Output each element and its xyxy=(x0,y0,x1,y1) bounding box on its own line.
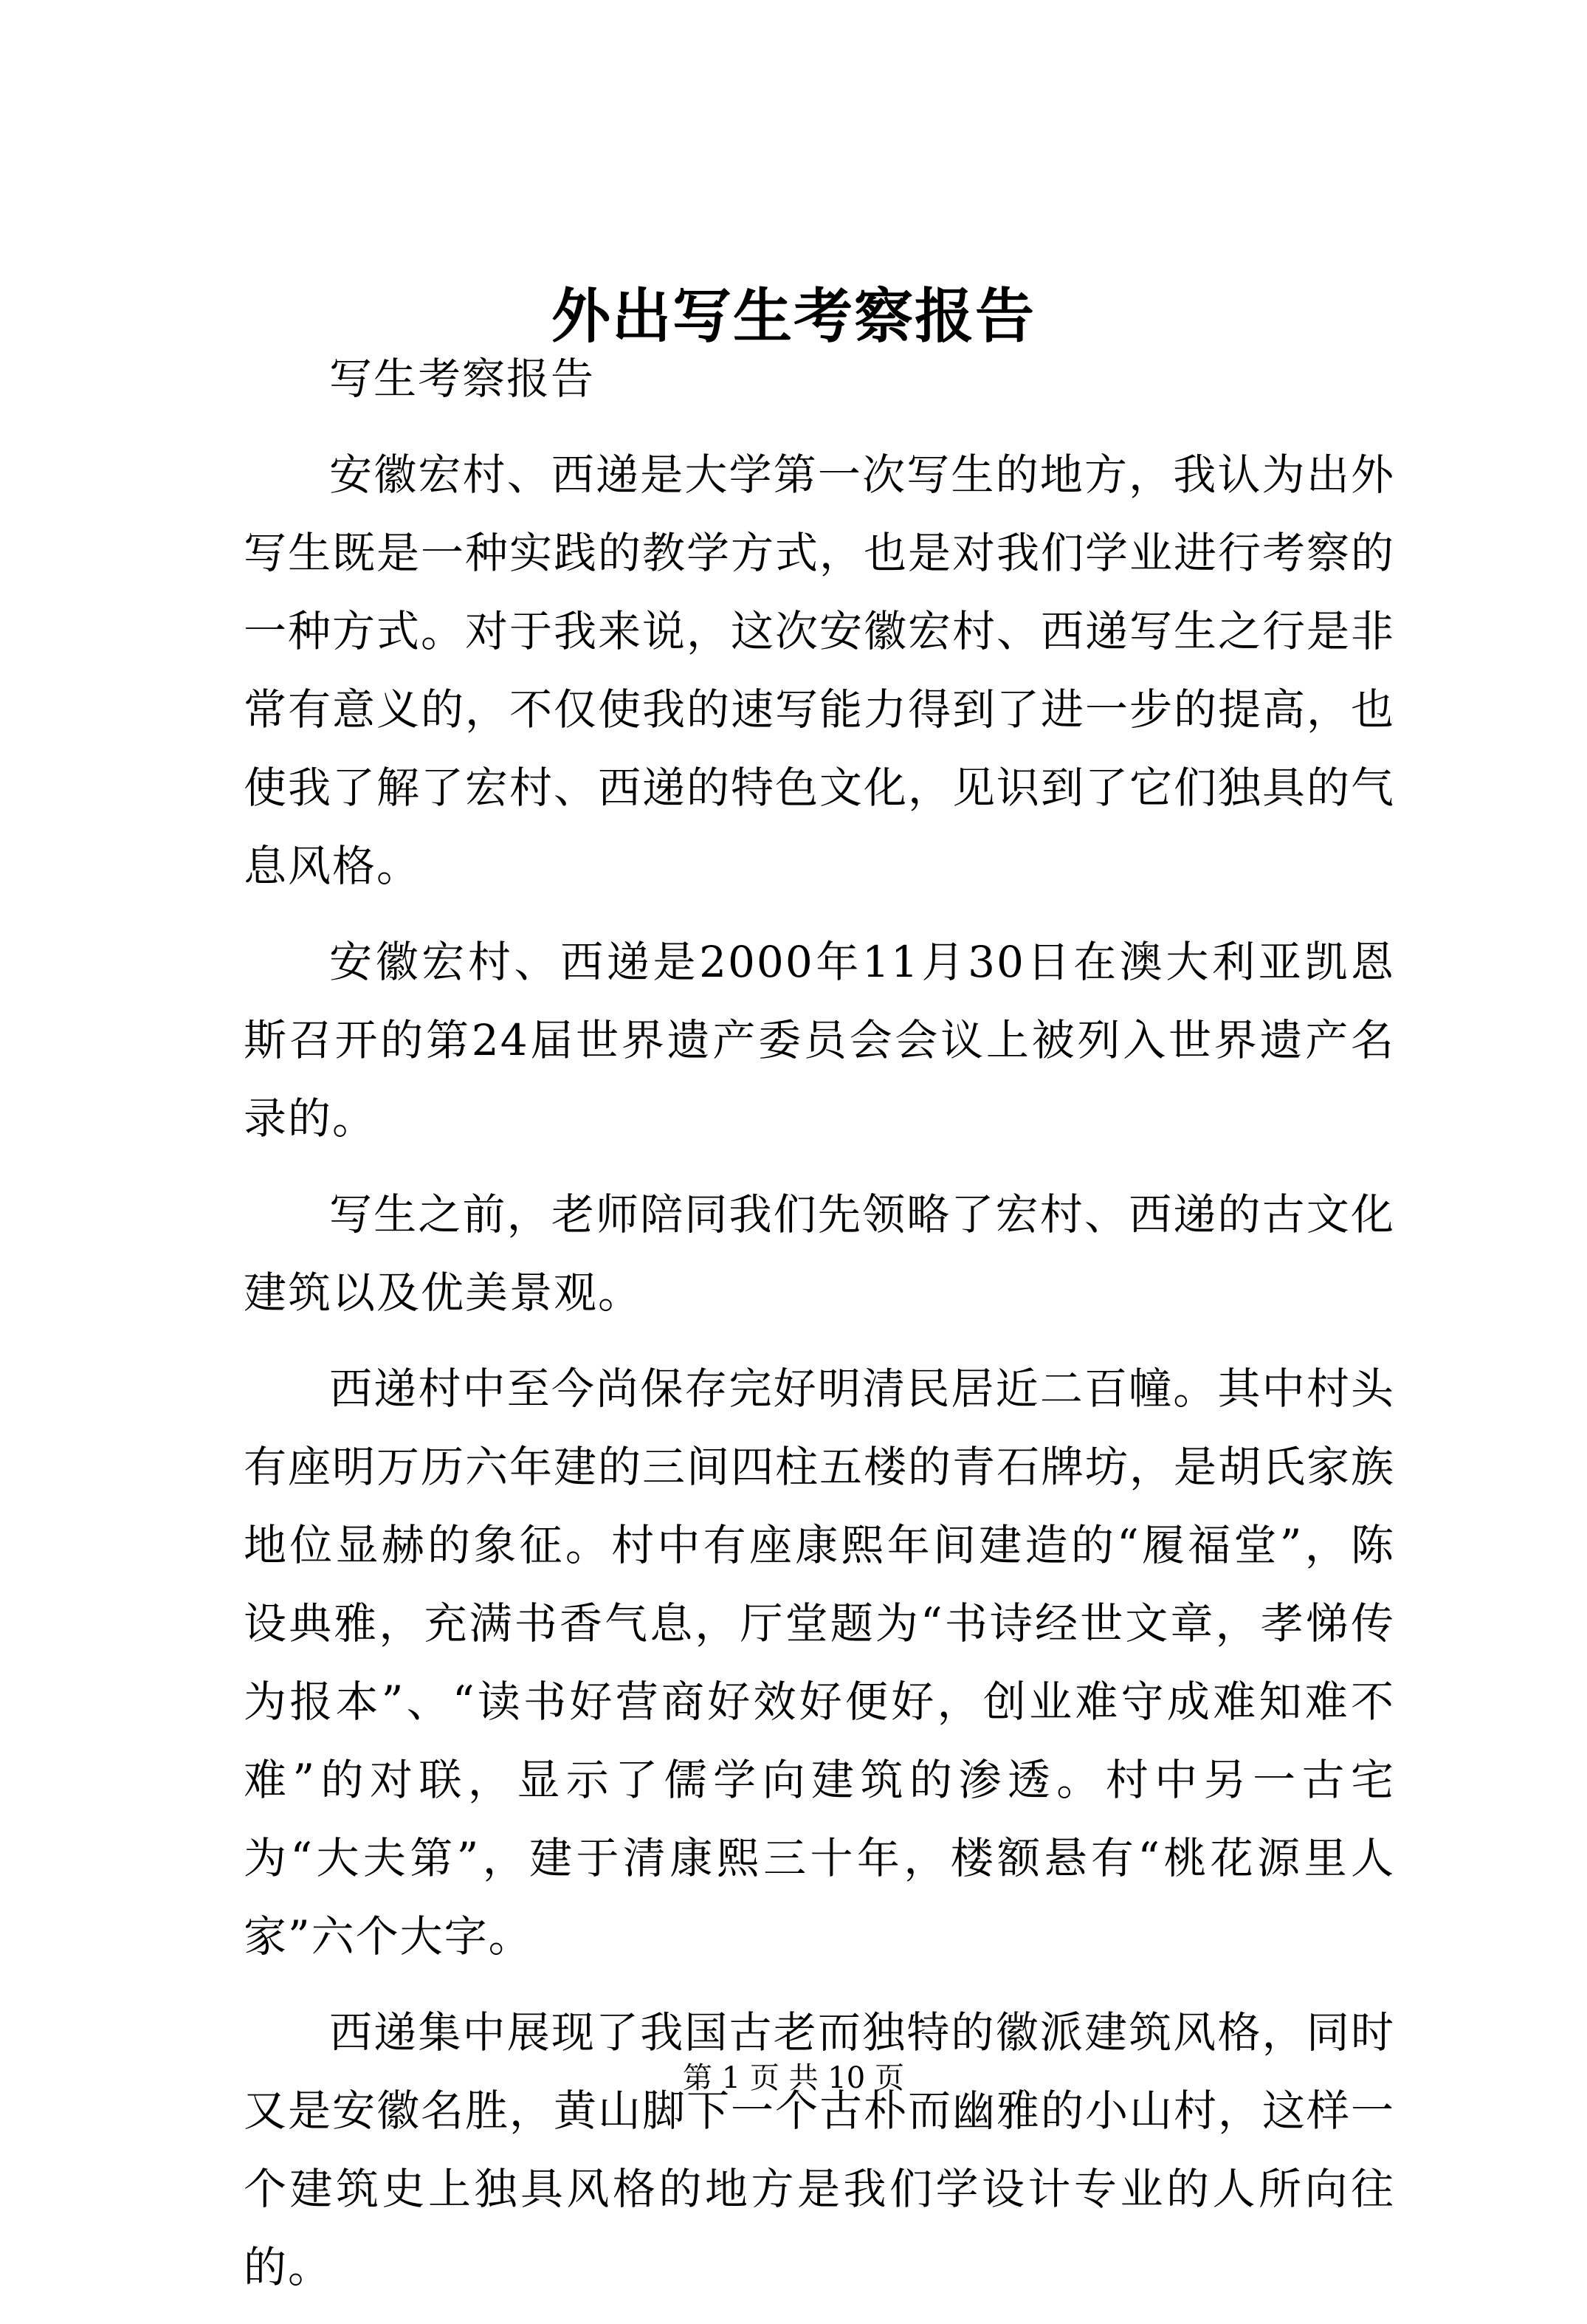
document-body xyxy=(244,340,1395,2324)
paragraph: 写生之前，老师陪同我们先领略了宏村、西递的古文化建筑以及优美景观。 xyxy=(244,1189,1395,1318)
paragraph: 安徽宏村、西递是大学第一次写生的地方，我认为出外写生既是一种实践的教学方式，也是对我们学业进行考察的一种方式。对于我来说，这次安徽宏村、西递写生之行是非常有意义的，不仅使我的速写能力得到了进一步的提高，也使我了解了宏村、西递的特色文化，见识到了它们独具的气息风格。 xyxy=(244,450,1396,891)
document-title: 外出写生考察报告 xyxy=(551,281,1036,351)
paragraph: 西递村中至今尚保存完好明清民居近二百幢。其中村头有座明万历六年建的三间四柱五楼的青石牌坊，是胡氏家族地位显赫的象征。村中有座康熙年间建造的“履福堂”，陈设典雅，充满书香气息，厅堂题为“书诗经世文章，孝悌传为报本”、“读书好营商好效好便好，创业难守成难知难不难”的对联，显示了儒学向建筑的渗透。村中另一古宅为“大夫第”，建于清康熙三十年，楼额悬有“桃花源里人家”六个大字。 xyxy=(244,1364,1396,1962)
paragraph: 安徽宏村、西递是2000年11月30日在澳大利亚凯恩斯召开的第24届世界遗产委员会会议上被列入世界遗产名录的。 xyxy=(244,937,1395,1144)
paragraph: 西递集中展现了我国古老而独特的徽派建筑风格，同时又是安徽名胜，黄山脚下一个古朴而幽雅的小山村，这样一个建筑史上独具风格的地方是我们学设计专业的人所向往的。 xyxy=(244,2007,1396,2292)
page-number-footer: 第 1 页 共 10 页 xyxy=(683,2061,904,2095)
paragraph-subtitle: 写生考察报告 xyxy=(329,354,596,404)
